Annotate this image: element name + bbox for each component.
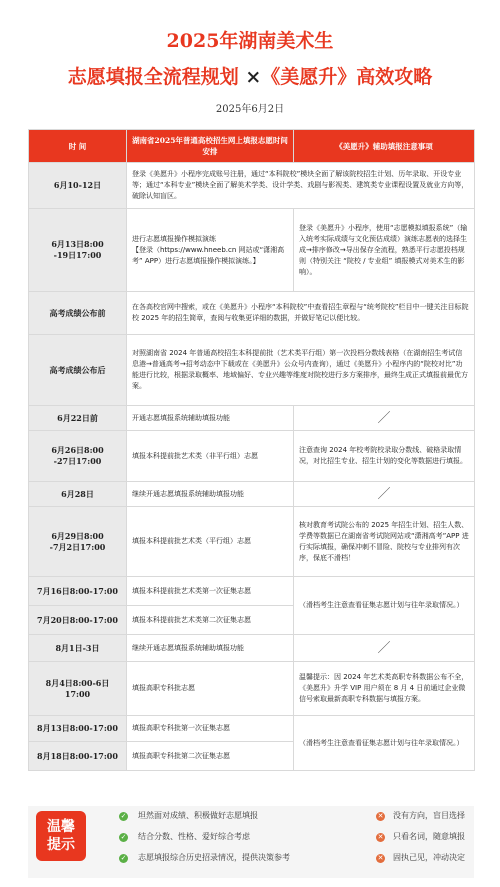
tip-dont: 没有方向，盲目选择 [393, 811, 465, 820]
table-row [29, 716, 475, 742]
cross-icon: ✕ [377, 854, 384, 862]
row-app: 温馨提示：因 2024 年艺术类高职专科数据公布不全，《美愿升》升学 VIP 用户须在 8 月 4 日前通过企业微信号索取最新高职专科数据与填报方案。 [294, 662, 475, 716]
row-official: 开通志愿填报系统辅助填报功能 [127, 406, 294, 431]
table-row [29, 292, 475, 335]
row-official: 填报高职专科批第二次征集志愿 [127, 742, 294, 771]
row-time: 6月22日前 [29, 406, 127, 431]
check-icon: ✓ [120, 812, 127, 820]
row-official: 填报高职专科批第一次征集志愿 [127, 716, 294, 742]
table-header-row [29, 130, 475, 163]
row-app: 注意查询 2024 年校考院校录取分数线、破格录取情况，对比招生专业、招生计划的变化等数据进行填报。 [294, 431, 475, 482]
row-time [29, 209, 127, 292]
title-part-b: 《美愿升》高效攻略 [261, 66, 433, 88]
row-official-detail: 【登录（https://www.hneeb.cn 网站或“潇湘高考” APP）进行志愿填报操作模拟演练。】 [132, 245, 285, 265]
row-app: ／ [294, 482, 475, 507]
check-icon: ✓ [120, 833, 127, 841]
page-title-line2 [0, 64, 500, 90]
row-app: （滑档考生注意查看征集志愿计划与往年录取情况。） [294, 577, 475, 635]
row-app: （滑档考生注意查看征集志愿计划与往年录取情况。） [294, 716, 475, 771]
row-app: 核对教育考试院公布的 2025 年招生计划、招生人数、学费等数据已在湖南省考试院网站或“潇湘高考”APP 进行实际填报，确保冲刺不冒险、院校与专业排列有次序，保底不滑档！ [294, 507, 475, 577]
row-official [127, 209, 294, 292]
row-official: 填报本科提前批艺术类（非平行组）志愿 [127, 431, 294, 482]
table-row [29, 335, 475, 406]
tips-footer [28, 806, 474, 878]
row-app: ／ [294, 635, 475, 662]
row-time [29, 431, 127, 482]
table-row [29, 482, 475, 507]
row-time: 6月10-12日 [29, 163, 127, 209]
tip-do: 坦然面对成绩、积极做好志愿填报 [138, 811, 258, 820]
row-time-end: -19日17:00 [53, 250, 102, 260]
row-time [29, 507, 127, 577]
table-row [29, 431, 475, 482]
table-row [29, 163, 475, 209]
table-row [29, 635, 475, 662]
table-row [29, 577, 475, 606]
title-block [0, 0, 500, 115]
row-time: 8月13日8:00-17:00 [29, 716, 127, 742]
row-time: 高考成绩公布前 [29, 292, 127, 335]
header-time: 时 间 [29, 130, 127, 163]
row-time: 8月18日8:00-17:00 [29, 742, 127, 771]
page-title-line1: 2025年湖南美术生 [166, 30, 334, 52]
header-app: 《美愿升》辅助填报注意事项 [294, 130, 475, 163]
table-row [29, 662, 475, 716]
row-text: 登录《美愿升》小程序完成账号注册，通过“本科院校”模块全面了解该院校招生计划、历年录取、开设专业等；通过“本科专业”模块全面了解美术学类、设计学类、戏剧与影视类、建筑类专业课程设置及就业方向等，破除认知盲区。 [127, 163, 475, 209]
row-time-start: 6月29日8:00 [51, 530, 104, 541]
row-text: 对照湖南省 2024 年普通高校招生本科提前批（艺术类平行组）第一次投档分数线表格（在湖南招生考试信息港→普通高考→招考动态中下载或在《美愿升》公众号内查询），通过《美愿升》小程序内的“院校对比”功能进行比较，根据录取概率、地域偏好、专业兴趣等维度对院校进行多方案排序，最终生成正式填报前最优方案。 [127, 335, 475, 406]
row-official-title: 进行志愿填报操作模拟演练 [132, 234, 216, 243]
row-official: 填报本科提前批艺术类第二次征集志愿 [127, 606, 294, 635]
title-part-a: 志愿填报全流程规划 [67, 66, 246, 88]
row-time: 8月4日8:00-6日17:00 [29, 662, 127, 716]
row-official: 继续开通志愿填报系统辅助填报功能 [127, 482, 294, 507]
tip-dont: 固执己见，冲动决定 [393, 853, 465, 862]
row-app: 登录《美愿升》小程序，使用“志愿模拟填报系统”（输入统考实际成绩与文化预估成绩）演练志愿表的选择生成→排序修改→导出保存全流程，熟悉平行志愿投档规则（特别关注 “院校 / 专业组” 填报模式对美术生的影响）。 [294, 209, 475, 292]
table-row [29, 507, 475, 577]
table-row [29, 209, 475, 292]
title-cross: × [245, 66, 262, 88]
tip-dont: 只看名词，随意填报 [393, 832, 465, 841]
check-icon: ✓ [120, 854, 127, 862]
row-time-end: -27日17:00 [53, 456, 102, 466]
row-time: 7月20日8:00-17:00 [29, 606, 127, 635]
row-official: 填报本科提前批艺术类第一次征集志愿 [127, 577, 294, 606]
table-row [29, 406, 475, 431]
row-official: 填报本科提前批艺术类（平行组）志愿 [127, 507, 294, 577]
row-time: 高考成绩公布后 [29, 335, 127, 406]
tip-do: 志愿填报综合历史招录情况，提供决策参考 [138, 853, 290, 862]
tip-do: 结合分数、性格、爱好综合考虑 [138, 832, 250, 841]
header-official: 湖南省2025年普通高校招生网上填报志愿时间安排 [127, 130, 294, 163]
cross-icon: ✕ [377, 812, 384, 820]
row-time: 6月28日 [29, 482, 127, 507]
page-date: 2025年6月2日 [215, 104, 285, 115]
badge-line1: 温馨 [47, 819, 75, 835]
row-official: 继续开通志愿填报系统辅助填报功能 [127, 635, 294, 662]
row-text: 在各高校官网中搜索，或在《美愿升》小程序“本科院校”中查看招生章程与“统考院校”栏目中一键关注目标院校 2025 年的招生简章，查阅与收集更详细的数据，并做好笔记以便比较。 [127, 292, 475, 335]
tips-badge [36, 811, 86, 861]
row-official: 填报高职专科批志愿 [127, 662, 294, 716]
row-app: ／ [294, 406, 475, 431]
row-time-end: -7月2日17:00 [49, 541, 106, 552]
row-time: 7月16日8:00-17:00 [29, 577, 127, 606]
row-time-start: 6月13日8:00 [51, 239, 104, 249]
cross-icon: ✕ [377, 833, 384, 841]
row-time-start: 6月26日8:00 [51, 445, 104, 455]
badge-line2: 提示 [47, 837, 75, 853]
schedule-table [28, 129, 475, 771]
row-time: 8月1日-3日 [29, 635, 127, 662]
